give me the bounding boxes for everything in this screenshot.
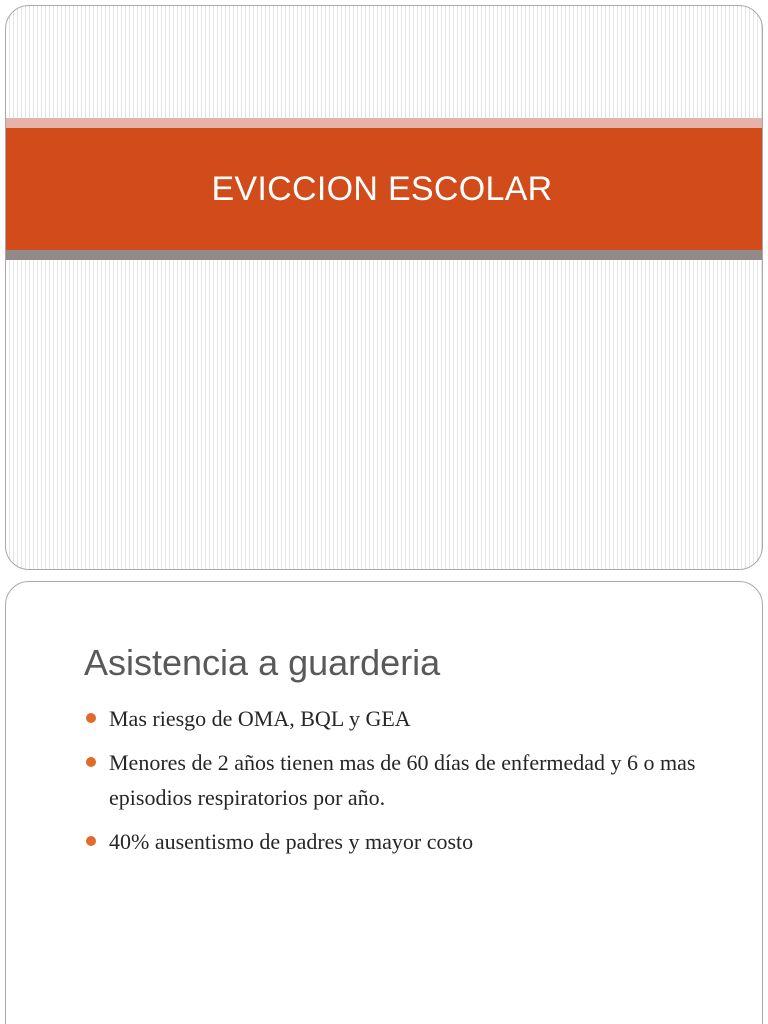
bullet-text: 40% ausentismo de padres y mayor costo xyxy=(109,829,474,854)
bullet-item xyxy=(84,701,724,736)
title-slide xyxy=(5,5,763,570)
bullet-item xyxy=(84,824,724,859)
bullet-dot-icon xyxy=(86,713,96,723)
bullet-text: Mas riesgo de OMA, BQL y GEA xyxy=(109,706,411,731)
bullet-list xyxy=(84,701,724,868)
bullet-dot-icon xyxy=(86,836,96,846)
slide-heading: Asistencia a guarderia xyxy=(84,642,441,683)
title-bottom-stripe xyxy=(6,250,762,260)
slide-title: EVICCION ESCOLAR xyxy=(211,169,553,208)
title-band xyxy=(6,128,762,250)
bullet-item xyxy=(84,745,724,815)
content-slide xyxy=(5,581,763,1024)
bullet-dot-icon xyxy=(86,757,96,767)
bullet-text: Menores de 2 años tienen mas de 60 días de enfermedad y 6 o mas episodios respiratorios por año. xyxy=(109,750,696,810)
title-top-stripe xyxy=(6,118,762,128)
